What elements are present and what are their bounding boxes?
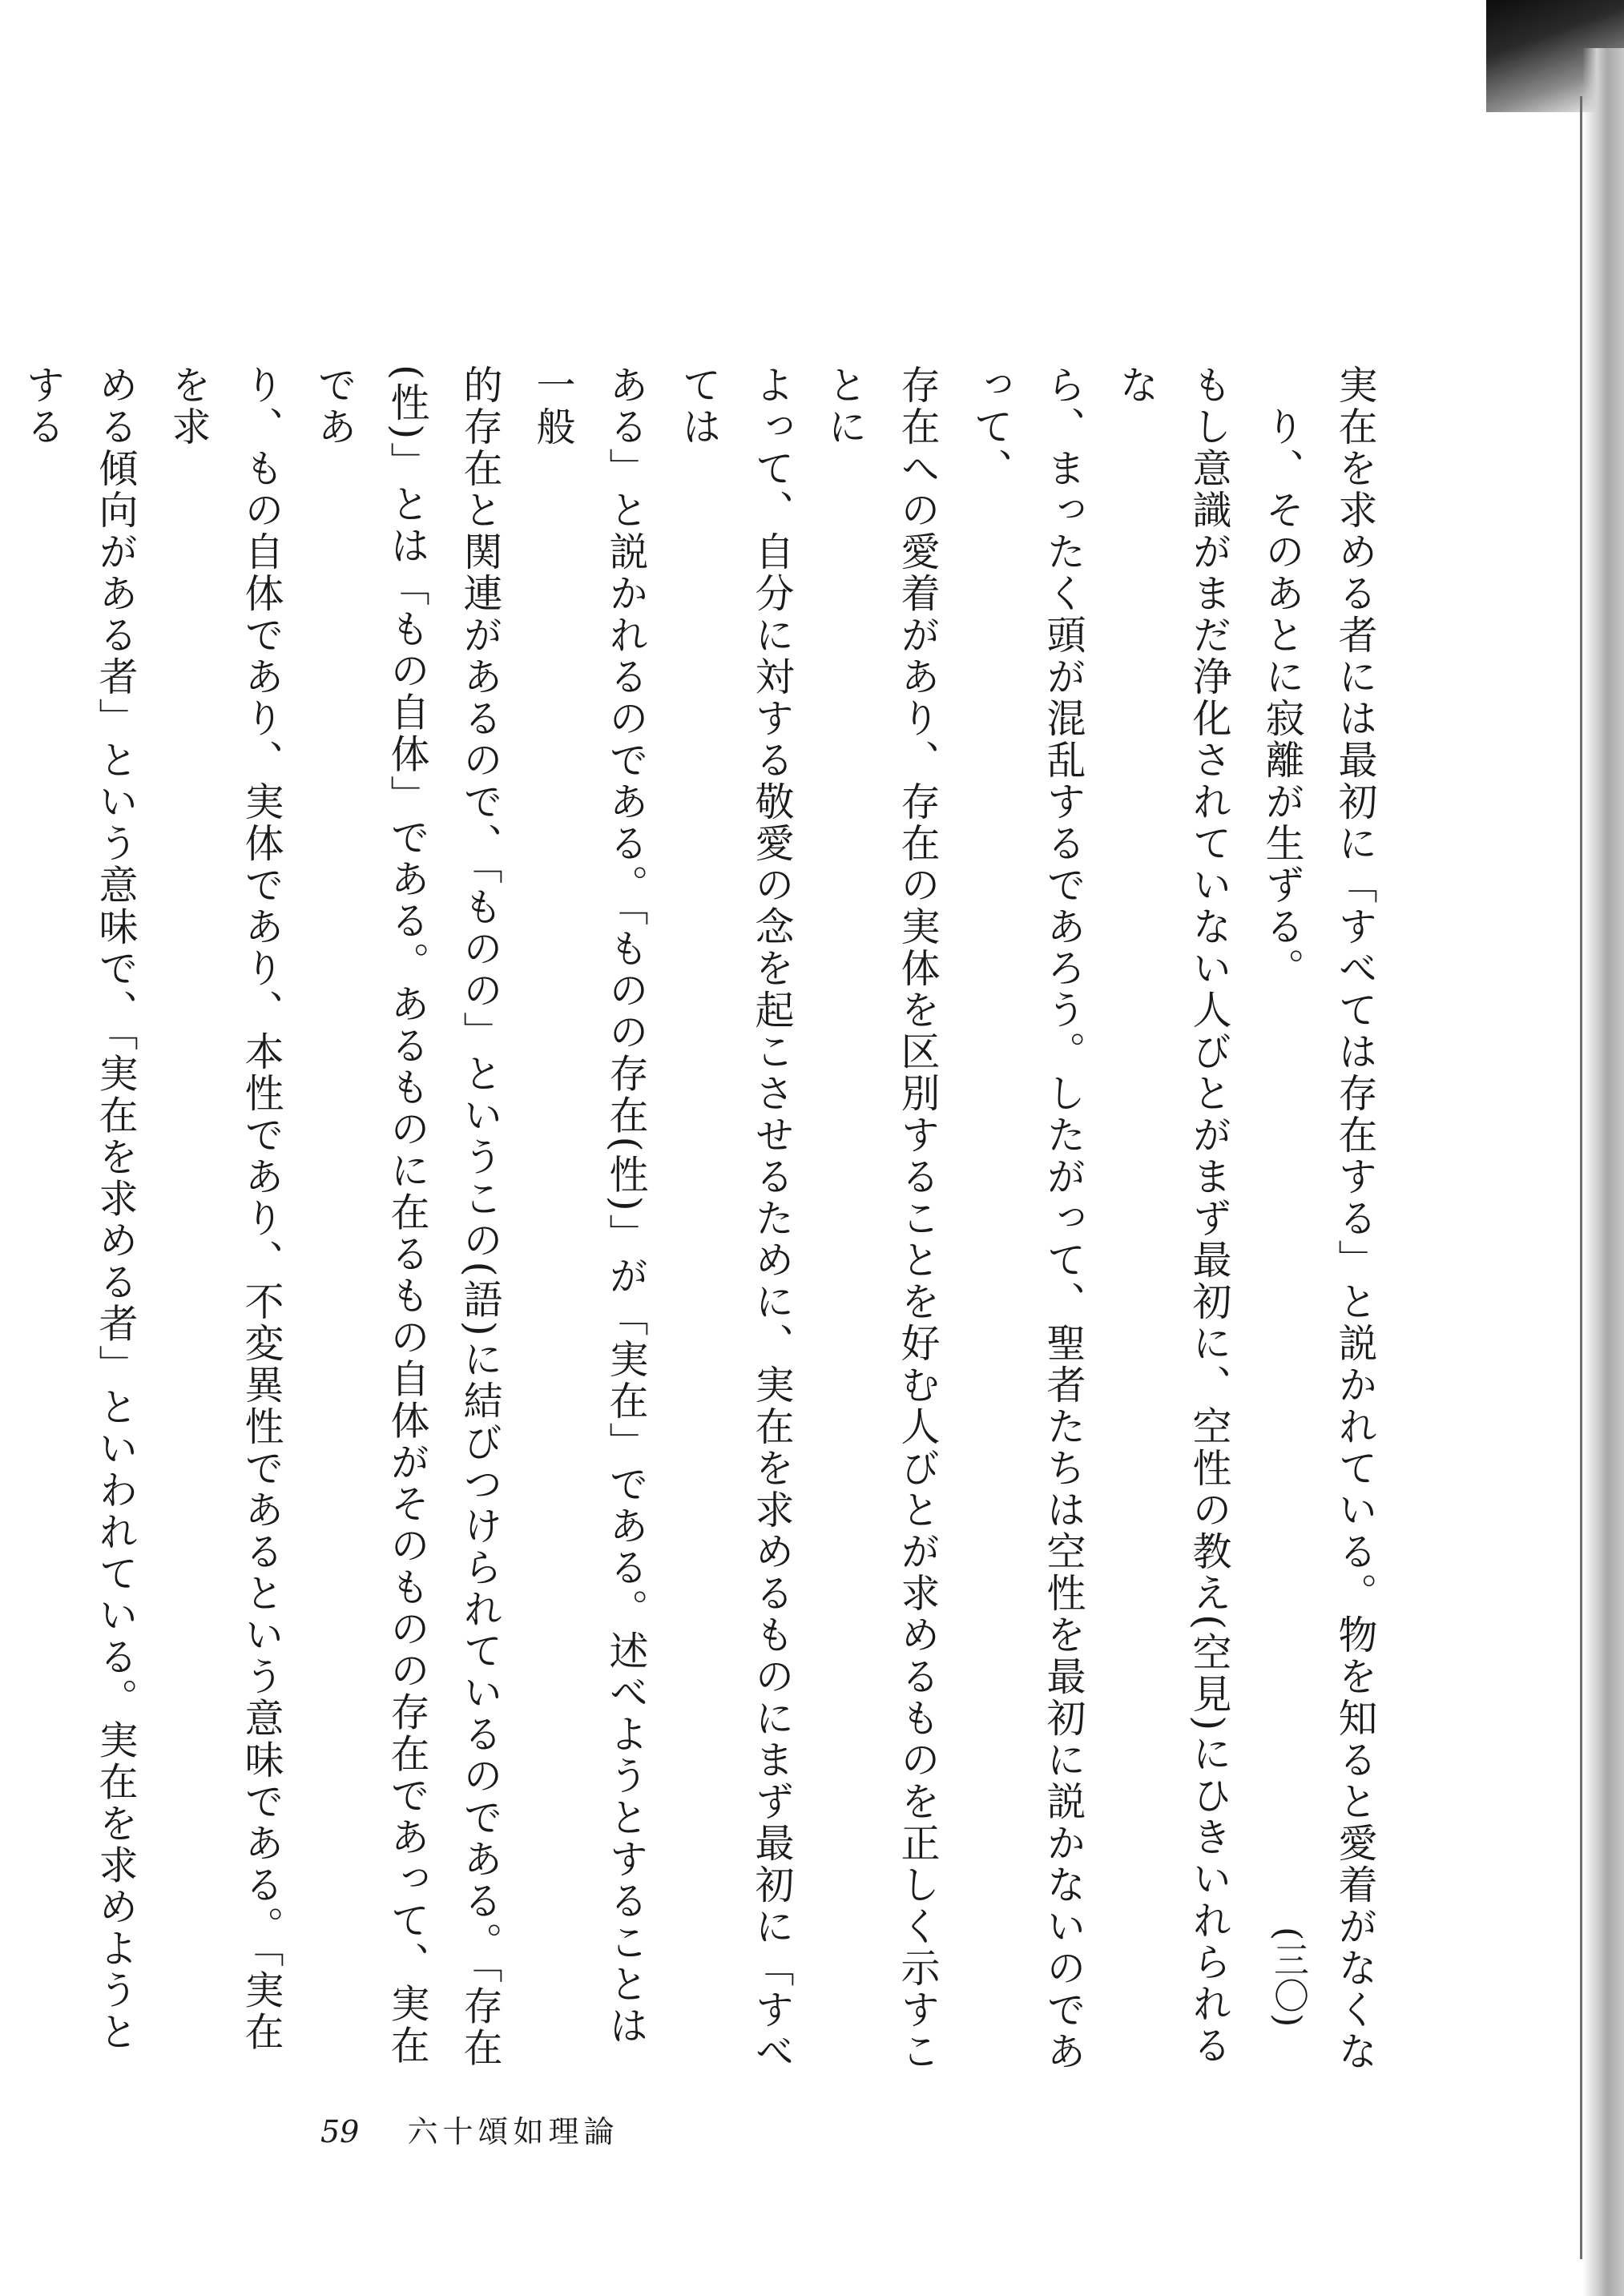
verse-line-2: り、そのあとに寂離が生ずる。 xyxy=(1259,406,1305,989)
commentary-line-9: める傾向がある者」という意味で、「実在を求める者」といわれている。実在を求めようとする xyxy=(20,365,139,2053)
commentary-line-6: 的存在と関連があるので、「ものの」というこの(語)に結びつけられているのである。「存在 xyxy=(457,365,503,2069)
scan-edge-line xyxy=(1580,96,1582,2259)
vertical-text-body xyxy=(0,365,1392,2079)
commentary-line-10 xyxy=(0,365,6,2079)
running-title: 六十頌如理論 xyxy=(407,2114,619,2149)
commentary-line-4: よって、自分に対する敬愛の念を起こさせるために、実在を求めるものにまず最初に「すべては xyxy=(676,365,795,2072)
page-footer xyxy=(320,2107,619,2151)
page-number: 59 xyxy=(320,2114,360,2149)
scan-edge xyxy=(1582,48,1624,2296)
commentary-line-1: もし意識がまだ浄化されていない人びとがまず最初に、空性の教え(空見)にひきいれられるな xyxy=(1114,365,1232,2067)
commentary-line-3: 存在への愛着があり、存在の実体を区別することを好む人びとが求めるものを正しく示すことに xyxy=(822,365,941,2072)
commentary-line-2: ら、まったく頭が混乱するであろう。したがって、聖者たちは空性を最初に説かないのであって、 xyxy=(968,365,1086,2072)
verse-line-1: 実在を求める者には最初に「すべては存在する」と説かれている。物を知ると愛着がなくな xyxy=(1332,365,1378,2072)
commentary-line-8: り、もの自体であり、実体であり、本性であり、不変異性であるという意味である。「実在を求 xyxy=(166,365,284,2053)
commentary-line-7: (性)」とは「もの自体」である。あるものに在るもの自体がそのものの存在であって、実在であ xyxy=(312,365,430,2067)
verse-number: (三〇) xyxy=(1267,1927,1308,2028)
commentary-line-5: ある」と説かれるのである。「ものの存在(性)」が「実在」である。述べようとすることは一般 xyxy=(530,365,649,2047)
